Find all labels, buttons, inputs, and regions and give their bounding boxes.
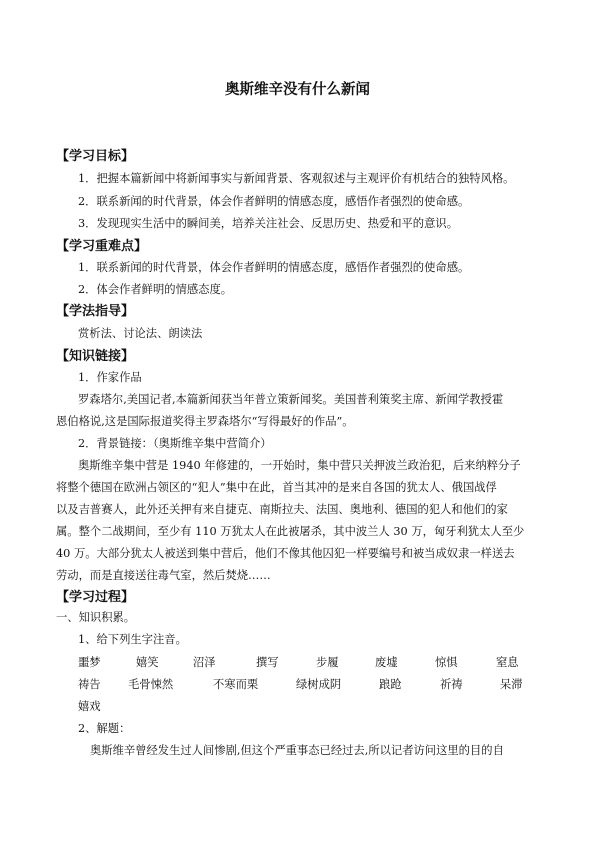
author-line: 罗森塔尔,美国记者,本篇新闻获当年普立策新闻奖。美国普利策奖主席、新闻学教授霍 xyxy=(78,393,504,406)
background-line: 40 万。大部分犹太人被送到集中营后，他们不像其他囚犯一样要编号和被当成奴隶一样送去 xyxy=(56,547,515,560)
difficulty-item: 1．联系新闻的时代背景，体会作者鲜明的情感态度，感悟作者强烈的使命感。 xyxy=(78,261,470,274)
vocab-word: 祈祷 xyxy=(440,678,463,691)
vocab-word: 沼泽 xyxy=(193,656,216,669)
explain-line: 奥斯维辛曾经发生过人间惨剧,但这个严重事态已经过去,所以记者访问这里的目的自 xyxy=(90,744,504,757)
process-heading: 【学习过程】 xyxy=(56,590,135,605)
difficulties-heading: 【学习重难点】 xyxy=(56,239,148,254)
author-label: 1．作家作品 xyxy=(78,371,142,384)
goal-item: 3．发现现实生活中的瞬间美，培养关注社会、反思历史、热爱和平的意识。 xyxy=(78,217,458,230)
vocab-word: 踉跄 xyxy=(379,678,402,691)
vocab-word: 废墟 xyxy=(375,656,398,669)
methods-heading: 【学法指导】 xyxy=(56,304,135,319)
vocab-word: 毛骨悚然 xyxy=(128,678,174,691)
difficulty-item: 2．体会作者鲜明的情感态度。 xyxy=(78,283,233,296)
vocab-word: 噩梦 xyxy=(78,656,101,669)
knowledge-heading: 【知识链接】 xyxy=(56,349,135,364)
goal-item: 2．联系新闻的时代背景，体会作者鲜明的情感态度，感悟作者强烈的使命感。 xyxy=(78,195,470,208)
task1-label: 1、给下列生字注音。 xyxy=(78,633,187,646)
background-line: 将整个德国在欧洲占领区的“犯人”集中在此，首当其冲的是来自各国的犹太人、俄国战俘 xyxy=(56,481,497,494)
vocab-word: 步履 xyxy=(316,656,339,669)
vocab-word: 惊惧 xyxy=(435,656,458,669)
background-line: 劳动，而是直接送往毒气室，然后焚烧…… xyxy=(56,569,271,582)
background-line: 以及吉普赛人，此外还关押有来自捷克、南斯拉夫、法国、奥地利、德国的犯人和他们的家 xyxy=(56,503,508,516)
part1-label: 一、知识积累。 xyxy=(56,611,136,624)
document-title: 奥斯维辛没有什么新闻 xyxy=(225,82,370,98)
background-line: 奥斯维辛集中营是 1940 年修建的，一开始时，集中营只关押波兰政治犯，后来纳粹分子 xyxy=(78,459,521,472)
vocab-word: 绿树成阴 xyxy=(296,678,342,691)
background-label: 2．背景链接：（奥斯维辛集中营简介） xyxy=(78,437,272,450)
task2-label: 2、解题： xyxy=(78,722,131,735)
vocab-word: 嬉笑 xyxy=(136,656,159,669)
vocab-word: 窒息 xyxy=(496,656,519,669)
goal-item: 1．把握本篇新闻中将新闻事实与新闻背景、客观叙述与主观评价有机结合的独特风格。 xyxy=(78,172,515,185)
vocab-word: 呆滞 xyxy=(500,678,523,691)
vocab-word: 不寒而栗 xyxy=(213,678,259,691)
vocab-word: 嬉戏 xyxy=(78,700,101,713)
author-line: 恩伯格说,这是国际报道奖得主罗森塔尔“写得最好的作品”。 xyxy=(56,415,354,428)
vocab-word: 撰写 xyxy=(256,656,279,669)
vocab-word: 祷告 xyxy=(78,678,101,691)
methods-text: 赏析法、讨论法、朗读法 xyxy=(78,327,203,340)
background-line: 属。整个二战期间，至少有 110 万犹太人在此被屠杀，其中波兰人 30 万，匈牙利犹太人至少 xyxy=(56,525,525,538)
goals-heading: 【学习目标】 xyxy=(56,149,135,164)
